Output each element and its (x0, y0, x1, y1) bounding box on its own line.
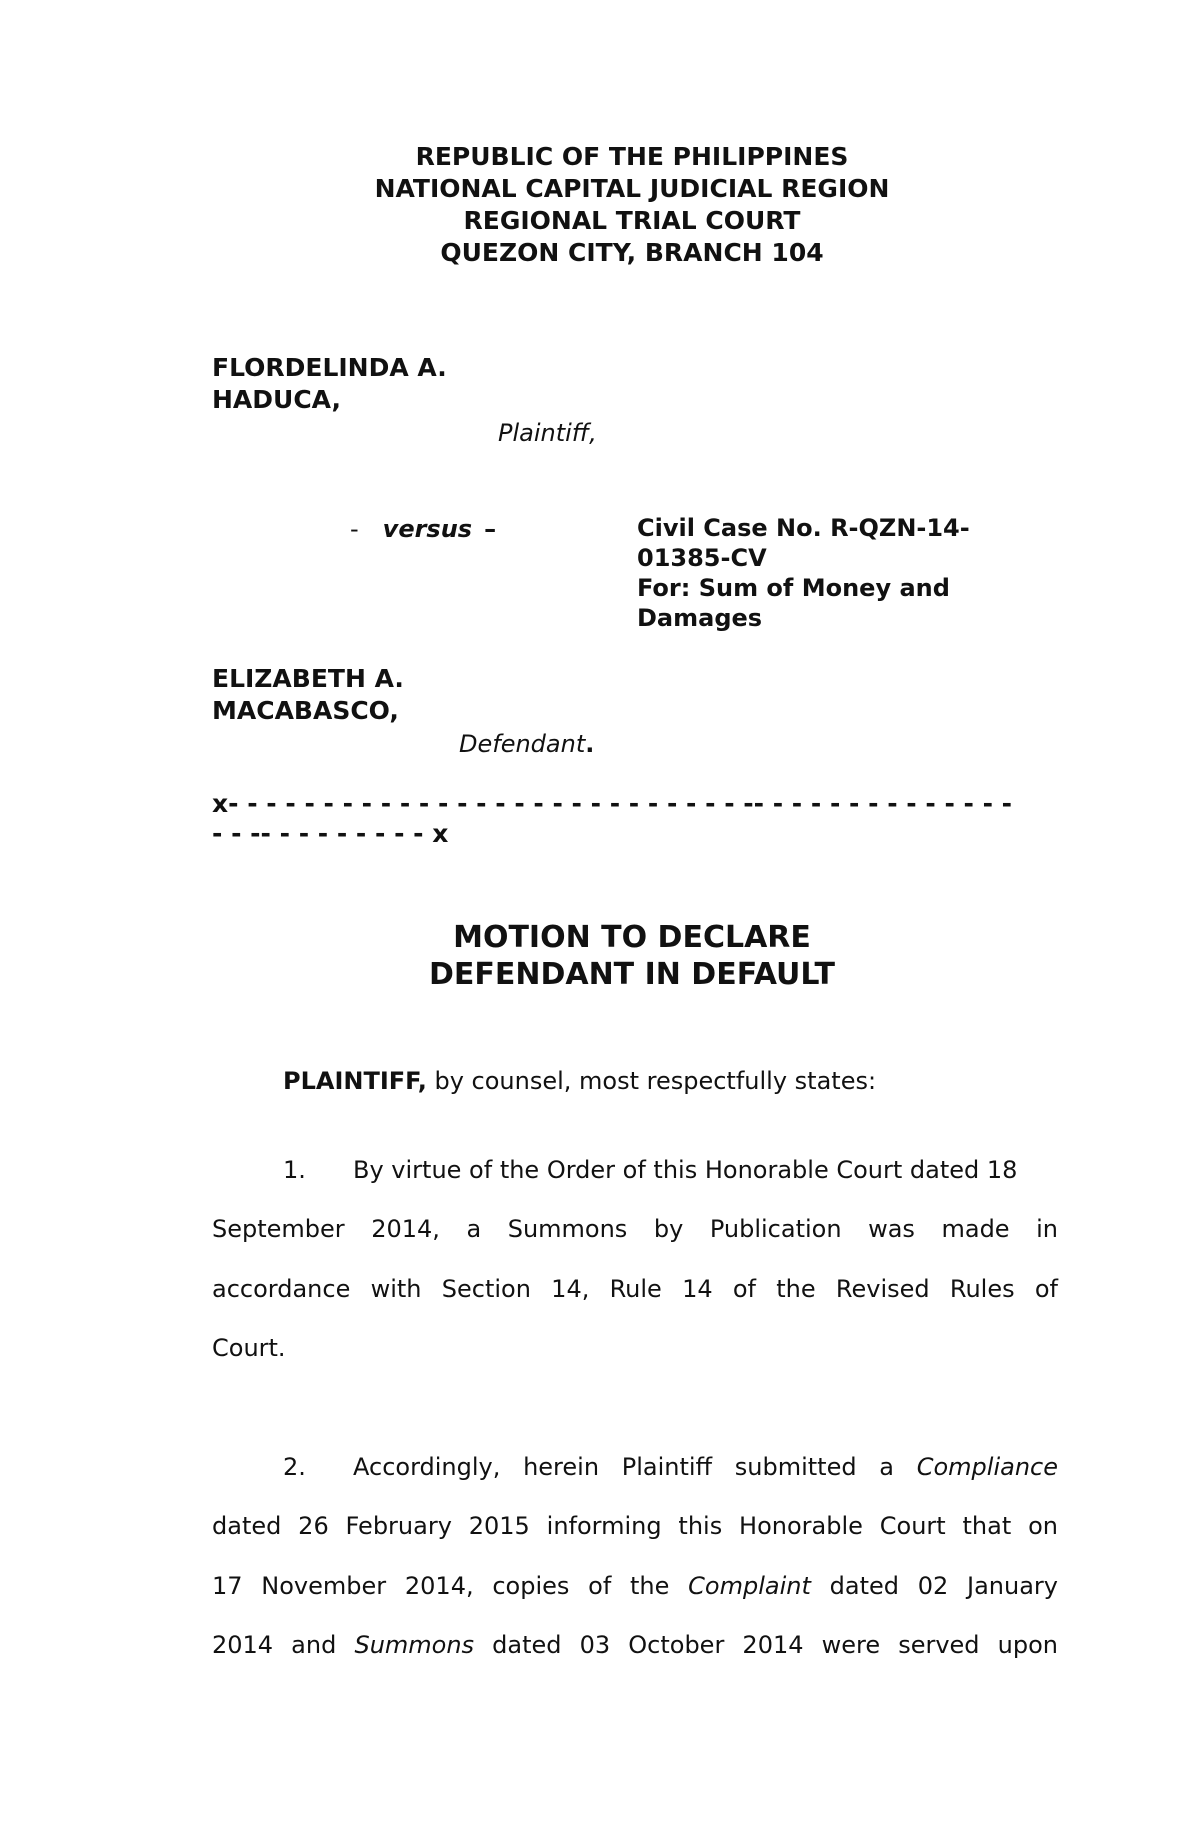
plaintiff-role: Plaintiff, (498, 419, 597, 447)
defendant-name-line2: MACABASCO, (212, 696, 399, 725)
para1-line4: Court. (212, 1334, 286, 1362)
header-republic: REPUBLIC OF THE PHILIPPINES (415, 142, 849, 171)
para2-line4-a: 2014 and (212, 1631, 355, 1659)
para1-line1: By virtue of the Order of this Honorable Court dated 18 (353, 1156, 1018, 1184)
intro-paragraph (283, 1066, 876, 1096)
case-nature-line2: Damages (637, 604, 763, 632)
para2-compliance: Compliance (916, 1453, 1058, 1481)
intro-lead: PLAINTIFF, (283, 1067, 427, 1095)
defendant-role (459, 729, 594, 759)
defendant-role-text: Defendant (459, 730, 586, 758)
para2-complaint: Complaint (688, 1572, 811, 1600)
para2-line4-c: dated 03 October 2014 were served upon (474, 1631, 1058, 1659)
para2-line3-c: dated 02 January (810, 1572, 1058, 1600)
header-branch: QUEZON CITY, BRANCH 104 (440, 238, 824, 267)
para2-line2: dated 26 February 2015 informing this Honorable Court that on (212, 1512, 1058, 1540)
plaintiff-name-line1: FLORDELINDA A. (212, 353, 447, 382)
plaintiff-name-line2: HADUCA, (212, 385, 341, 414)
case-number-line2: 01385-CV (637, 544, 767, 572)
versus-suffix: – (484, 515, 497, 543)
motion-title-line2: DEFENDANT IN DEFAULT (428, 957, 836, 992)
case-nature-line1: For: Sum of Money and (637, 574, 950, 602)
para1-line2: September 2014, a Summons by Publication was made in (212, 1215, 1058, 1243)
para1-line3: accordance with Section 14, Rule 14 of the Revised Rules of (212, 1275, 1058, 1303)
motion-title-line1: MOTION TO DECLARE (453, 920, 811, 955)
para1-number: 1. (283, 1156, 306, 1184)
para2-line1 (353, 1452, 1058, 1482)
intro-text: by counsel, most respectfully states: (426, 1067, 877, 1095)
header-court: REGIONAL TRIAL COURT (463, 206, 801, 235)
case-number-line1: Civil Case No. R-QZN-14- (637, 514, 970, 542)
versus-word: versus (382, 515, 473, 543)
para2-number: 2. (283, 1453, 306, 1481)
para2-line3 (212, 1571, 1058, 1601)
versus-prefix: - (350, 515, 359, 543)
defendant-name-line1: ELIZABETH A. (212, 664, 404, 693)
para2-line3-a: 17 November 2014, copies of the (212, 1572, 689, 1600)
para2-line4 (212, 1630, 1058, 1660)
caption-separator-line1: x- - - - - - - - - - - - - - - - - - - - - - - - - - - -- - - - - - - - - - - - - - (212, 789, 1013, 818)
header-region: NATIONAL CAPITAL JUDICIAL REGION (374, 174, 890, 203)
para2-line1-text: Accordingly, herein Plaintiff submitted a (353, 1453, 917, 1481)
defendant-role-period: . (585, 730, 595, 758)
para2-summons: Summons (354, 1631, 475, 1659)
versus-label (350, 514, 496, 544)
caption-separator-line2: - - -- - - - - - - - - x (212, 819, 449, 848)
